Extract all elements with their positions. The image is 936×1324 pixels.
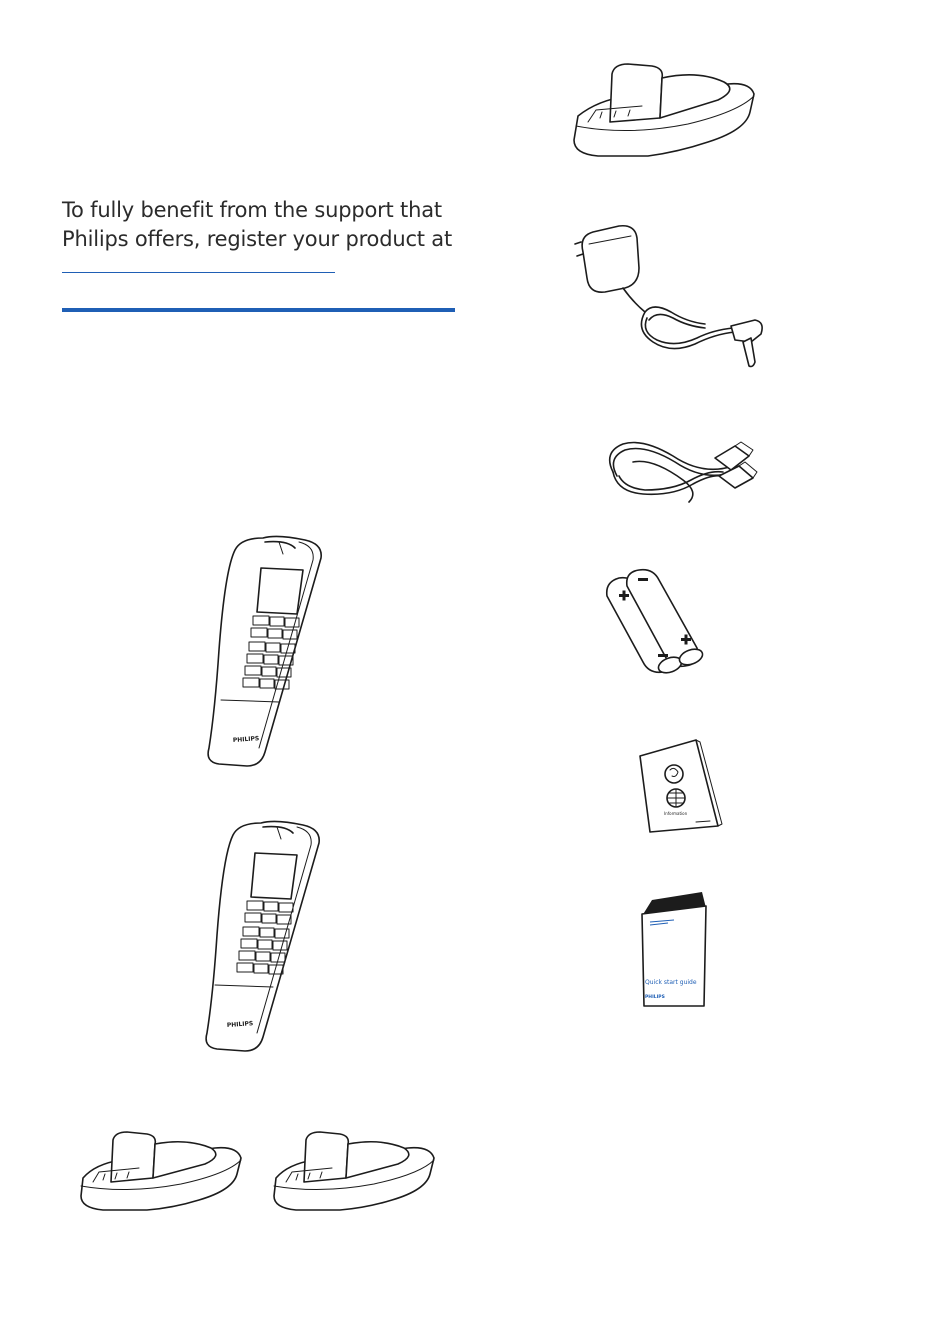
quick-start-guide-icon bbox=[640, 892, 712, 1008]
charging-cradle-icon bbox=[75, 1130, 245, 1214]
registration-link-underline[interactable] bbox=[62, 272, 335, 273]
handset-brand: PHILIPS bbox=[232, 735, 260, 744]
charging-cradle-icon bbox=[268, 1130, 438, 1214]
section-rule bbox=[62, 308, 455, 312]
quick-guide-brand: PHILIPS bbox=[645, 995, 665, 1000]
telephone-line-cord-icon bbox=[603, 432, 773, 512]
intro-line-1: To fully benefit from the support that bbox=[62, 198, 442, 222]
guarantee-leaflet-icon bbox=[636, 738, 722, 834]
quick-guide-title: Quick start guide bbox=[645, 979, 697, 986]
leaflet-caption: Information bbox=[664, 811, 688, 816]
rechargeable-batteries-icon bbox=[603, 568, 713, 678]
power-adapter-icon bbox=[575, 222, 780, 372]
intro-text bbox=[62, 196, 462, 254]
handset-icon bbox=[195, 530, 335, 770]
intro-line-2: Philips offers, register your product at bbox=[62, 227, 453, 251]
charging-cradle-icon bbox=[568, 60, 758, 162]
handset-brand: PHILIPS bbox=[226, 1020, 254, 1029]
handset-icon bbox=[193, 815, 333, 1055]
